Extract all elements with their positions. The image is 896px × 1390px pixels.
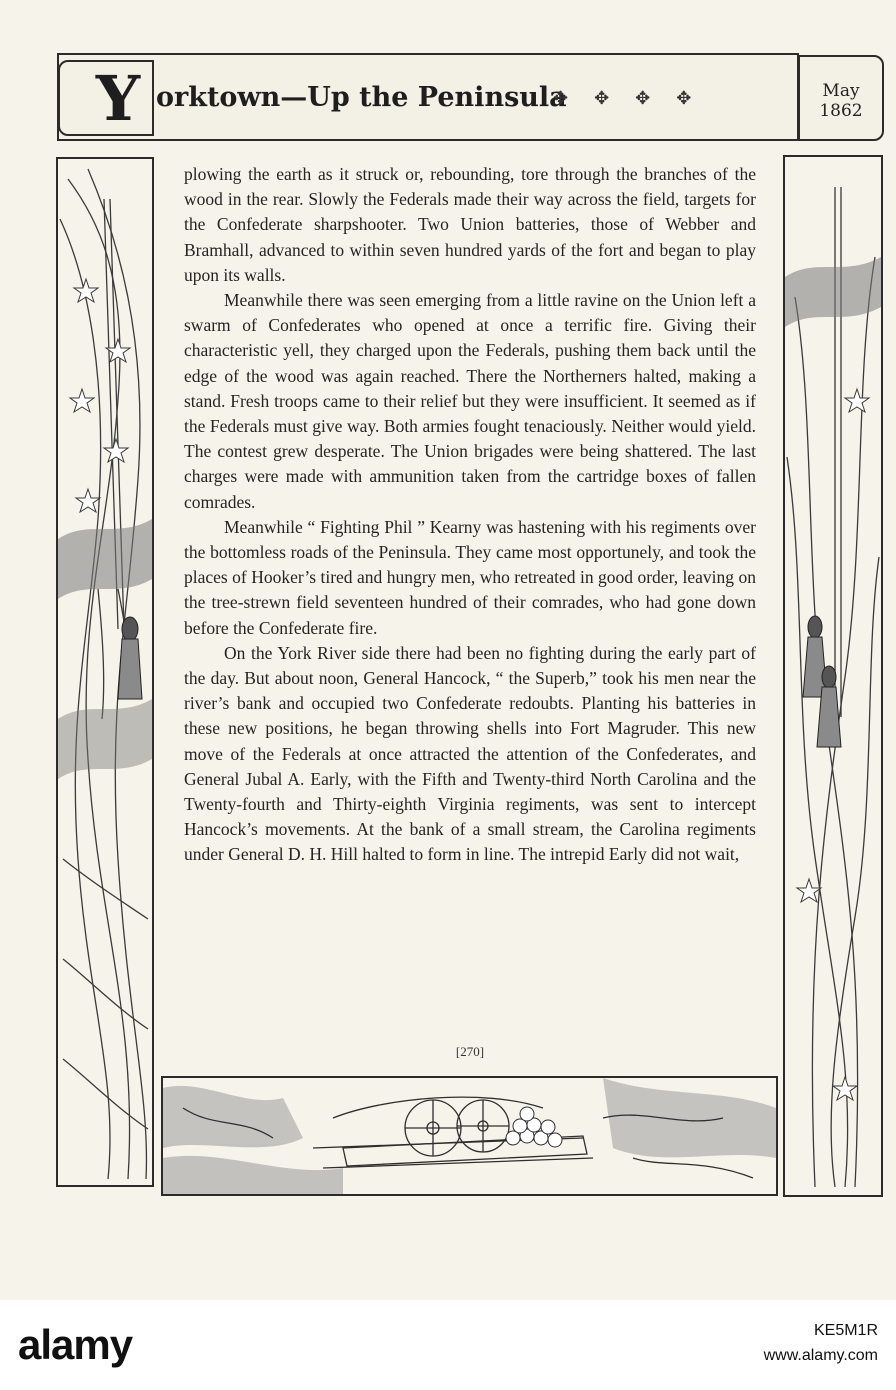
footer-url[interactable]: www.alamy.com — [763, 1347, 878, 1364]
date-month: May — [822, 81, 860, 101]
page-title: orktown—Up the Peninsula — [156, 82, 567, 113]
article-body — [184, 162, 756, 868]
image-id: KE5M1R — [813, 1322, 878, 1339]
cannon-illustration — [161, 1076, 778, 1196]
cannon-drawing — [163, 1078, 776, 1194]
paragraph-3: Meanwhile “ Fighting Phil ” Kearny was hastening with his regiments over the bottomless roads of the Peninsula. They came most opportunely, and took the places of Hooker’s tired and hungry men, who retreated in good order, leaving on the tree-strewn field seventeen hundred of their comrades, who had gone down before the Confederate fire. — [184, 516, 756, 638]
title-ornaments: ✥✥✥✥ — [553, 88, 718, 109]
right-flag-illustration — [783, 155, 883, 1197]
left-flag-drawing — [58, 159, 152, 1185]
alamy-logo: alamy — [18, 1321, 133, 1368]
paragraph-1: plowing the earth as it struck or, rebounding, tore through the branches of the wood in the rear. Slowly the Federals made their way across the field, targets for the Confederate sharpshooter. Two Union batteries, those of Webber and Bramhall, advanced to within seven hundred yards of the fort and began to play upon its walls. — [184, 164, 756, 285]
right-flag-drawing — [785, 157, 881, 1195]
date-year: 1862 — [819, 101, 863, 121]
page-number: [270] — [455, 1044, 485, 1059]
paragraph-2: Meanwhile there was seen emerging from a little ravine on the Union left a swarm of Confederates who opened at once a terrific fire. Giving their characteristic yell, they charged upon the Federals, pushing them back until the edge of the wood was again reached. There the Northerners halted, making a stand. Fresh troops came to their relief but they were insufficient. It seemed as if the Federals must give way. Both armies fought tenaciously. Neither would yield. The contest grew desperate. The Union brigades were being shattered. The last charges were made with ammunition taken from the cartridge boxes of fallen comrades. — [184, 290, 756, 512]
paragraph-4: On the York River side there had been no fighting during the early part of the day. But about noon, General Hancock, “ the Superb,” took his men near the river’s bank and occupied two Confederate redoubts. Planting his batteries in these new positions, he began throwing shells into Fort Magruder. This new move of the Federals at once attracted the attention of the Confederates, and General Jubal A. Early, with the Fifth and Twenty-third North Carolina and the Twenty-fourth and Thirty-eighth Virginia regiments, was sent to intercept Hancock’s movements. At the bank of a small stream, the Carolina regiments under General D. H. Hill halted to form in line. The intrepid Early did not wait, — [184, 642, 756, 865]
left-flag-illustration — [56, 157, 154, 1187]
title-drop-cap: Y — [95, 62, 141, 135]
